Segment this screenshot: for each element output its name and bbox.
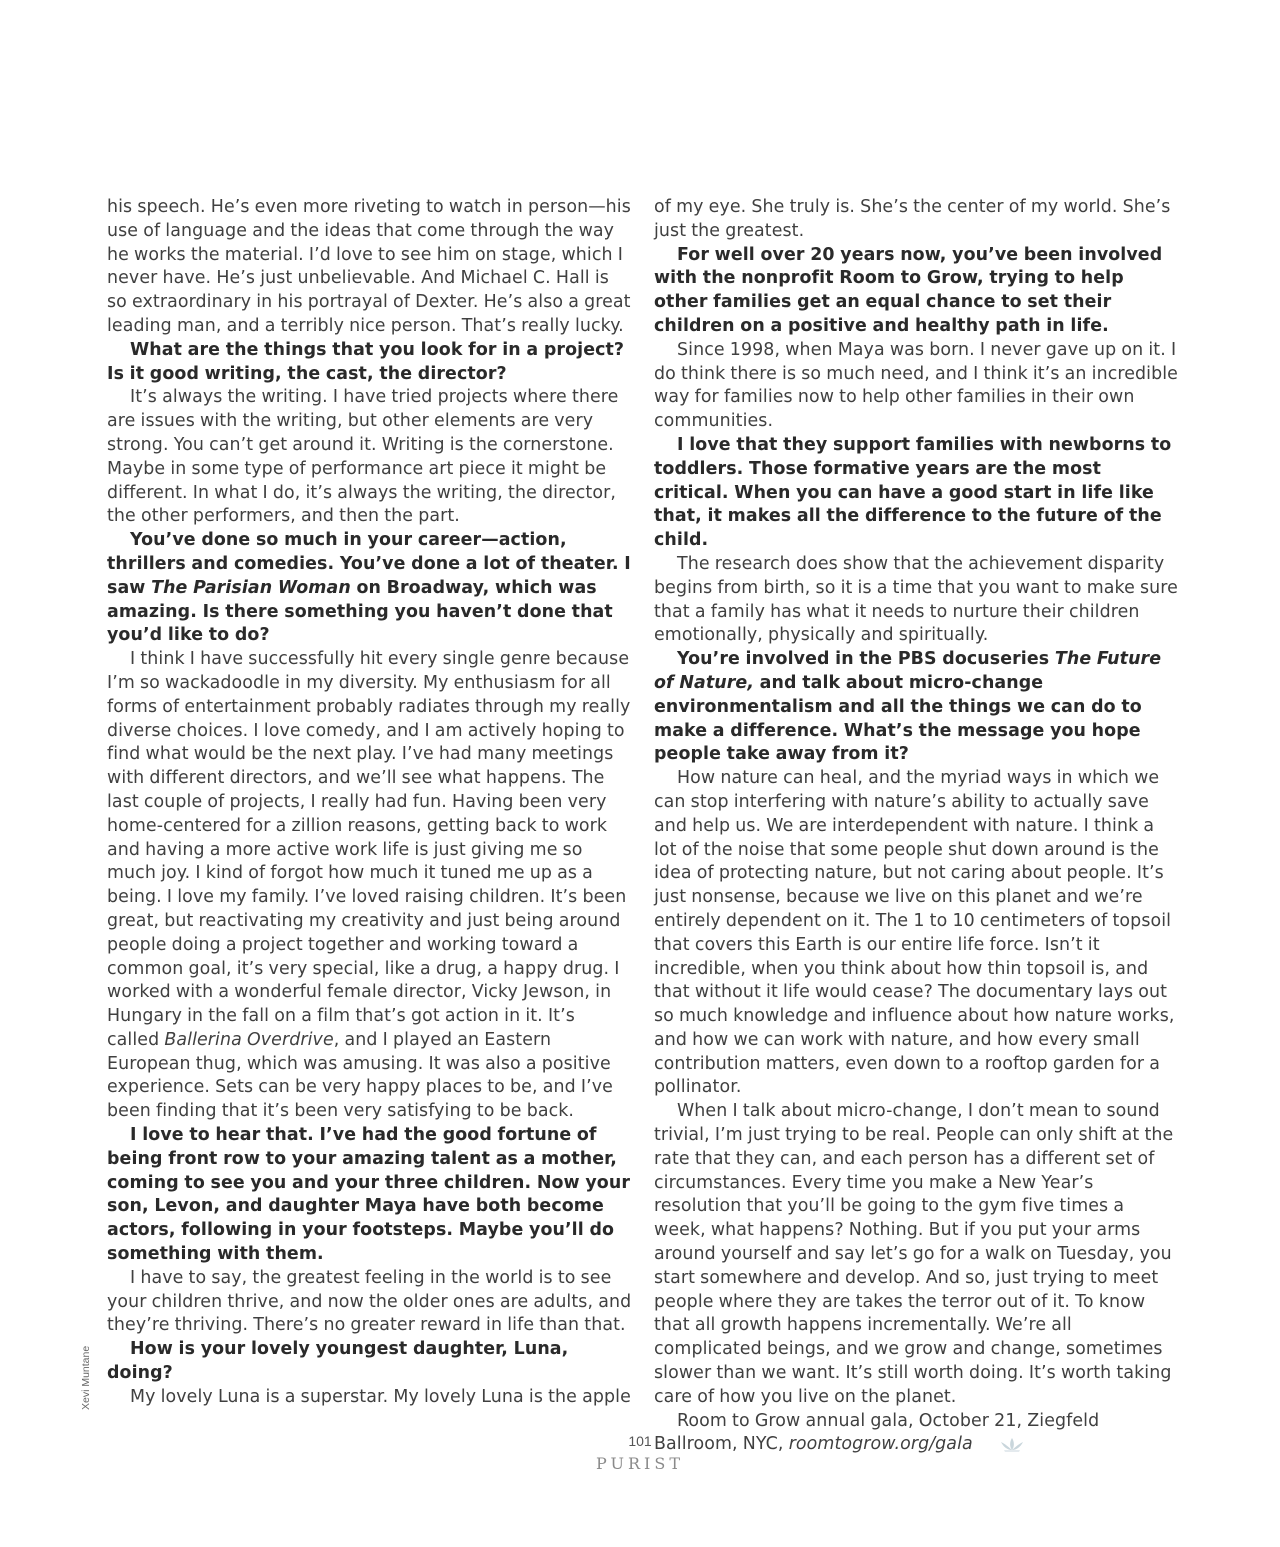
page-number: 101 [628, 1433, 652, 1449]
paragraph: My lovely Luna is a superstar. My lovely Luna is the apple [130, 1386, 631, 1407]
paragraph [107, 648, 632, 1124]
title-italic: The Future of Nature, [654, 649, 1162, 693]
title-italic: The Parisian Woman [151, 577, 351, 598]
right-column [654, 196, 1179, 1460]
paragraph: How nature can heal, and the myriad ways in which we can stop interfering with nature’s ability to actually save and help us. We are interdependent with nature. I think a lot of the noise that some people shut down around is the idea of protecting nature, but not caring about people. It’s just nonsense, because we live on this planet and we’re entirely dependent on it. The 1 to 10 centimeters of topsoil that covers this Earth is our entire life force. Isn’t it incredible, when you think about how thin topsoil is, and that without it life would cease? The documentary lays out so much knowledge and influence about how nature works, and how we can work with nature, and how every small contribution matters, even down to a rooftop garden for a pollinator. [654, 768, 1175, 1098]
question: I love that they support families with newborns to toddlers. Those formative years are the most critical. When you can have a good start in life like that, it makes all the difference to the future of the child. [654, 434, 1172, 551]
paragraph: The research does show that the achievement disparity begins from birth, so it is a time that you want to make sure that a family has what it needs to nurture their children emotionally, physically and spiritually. [654, 553, 1178, 646]
paragraph-text: Room to Grow annual gala, October 21, Ziegfeld Ballroom, NYC, [654, 1410, 1100, 1455]
question-text: You’ve done so much in your career—action, thrillers and comedies. You’ve done a lot of theater. I saw [107, 530, 631, 598]
question-text: You’re involved in the PBS docuseries [677, 649, 1055, 670]
gala-link[interactable]: roomtogrow.org/gala [788, 1434, 973, 1455]
question: What are the things that you look for in a project? Is it good writing, the cast, the director? [107, 339, 625, 384]
paragraph: his speech. He’s even more riveting to watch in person—his use of language and the ideas that come through the way he works the material. I’d love to see him on stage, which I never have. He’s just unbelievable. And Michael C. Hall is so extraordinary in his portrayal of Dexter. He’s also a great leading man, and a terribly nice person. That’s really lucky. [107, 197, 631, 336]
paragraph: of my eye. She truly is. She’s the center of my world. She’s just the greatest. [654, 197, 1171, 241]
question-text: and talk about micro-change environmentalism and all the things we can do to make a difference. What’s the message you hope people take away from it? [654, 672, 1142, 765]
paragraph: Since 1998, when Maya was born. I never gave up on it. I do think there is so much need, and I think it’s an incredible way for families now to help other families in their own communities. [654, 339, 1178, 432]
paragraph: When I talk about micro-change, I don’t mean to sound trivial, I’m just trying to be real. People can only shift at the rate that they can, and each person has a different set of circumstances. Every time you make a New Year’s resolution that you’ll be going to the gym five times a week, what happens? Nothing. But if you put your arms around yourself and say let’s go for a walk on Tuesday, you start somewhere and develop. And so, just trying to meet people where they are takes the terror out of it. To know that all growth happens incrementally. We’re all complicated beings, and we grow and change, sometimes slower than we want. It’s still worth doing. It’s worth taking care of how you live on the planet. [654, 1101, 1174, 1407]
paragraph-text: , and I played an Eastern European thug, which was amusing. It was also a positive experience. Sets can be very happy places to be, and I’ve been finding that it’s been very satisfying to be back. [107, 1029, 613, 1122]
left-column [107, 196, 632, 1410]
question [654, 648, 1179, 767]
question: How is your lovely youngest daughter, Luna, doing? [107, 1339, 569, 1384]
paragraph: It’s always the writing. I have tried projects where there are issues with the writing, but other elements are very strong. You can’t get around it. Writing is the cornerstone. Maybe in some type of performance art piece it might be different. In what I do, it’s always the writing, the director, the other performers, and then the part. [107, 387, 619, 527]
title-italic: Ballerina Overdrive [164, 1029, 334, 1050]
paragraph-text: I think I have successfully hit every single genre because I’m so wackadoodle in my diversity. My enthusiasm for all forms of entertainment probably radiates through my really diverse choices. I love comedy, and I am actively hoping to find what would be the next play. I’ve had many meetings with different directors, and we’ll see what happens. The last couple of projects, I really had fun. Having been very home-centered for a zillion reasons, getting back to work and having a more active work life is just giving me so much joy. I kind of forgot how much it tuned me up as a being. I love my family. I’ve loved raising children. It’s been great, but reactivating my creativity and just being around people doing a project together and working toward a common goal, it’s very special, like a drug, a happy drug. I worked with a wonderful female director, Vicky Jewson, in Hungary in the fall on a film that’s got action in it. It’s called [107, 649, 631, 1050]
brand-logo: PURIST [596, 1454, 684, 1473]
question: For well over 20 years now, you’ve been involved with the nonprofit Room to Grow, trying to help other families get an equal chance to set their children on a positive and healthy path in life. [654, 244, 1163, 336]
question-text: on Broadway, which was amazing. Is there something you haven’t done that you’d like to do? [107, 577, 613, 646]
question [107, 529, 632, 648]
question: I love to hear that. I’ve had the good fortune of being front row to your amazing talent as a mother, coming to see you and your three children. Now your son, Levon, and daughter Maya have both become actors, following in your footsteps. Maybe you’ll do something with them. [107, 1125, 631, 1265]
paragraph: I have to say, the greatest feeling in the world is to see your children thrive, and now the older ones are adults, and they’re thriving. There’s no greater reward in life than that. [107, 1267, 632, 1336]
photo-credit: Xevi Muntane [80, 1345, 92, 1410]
